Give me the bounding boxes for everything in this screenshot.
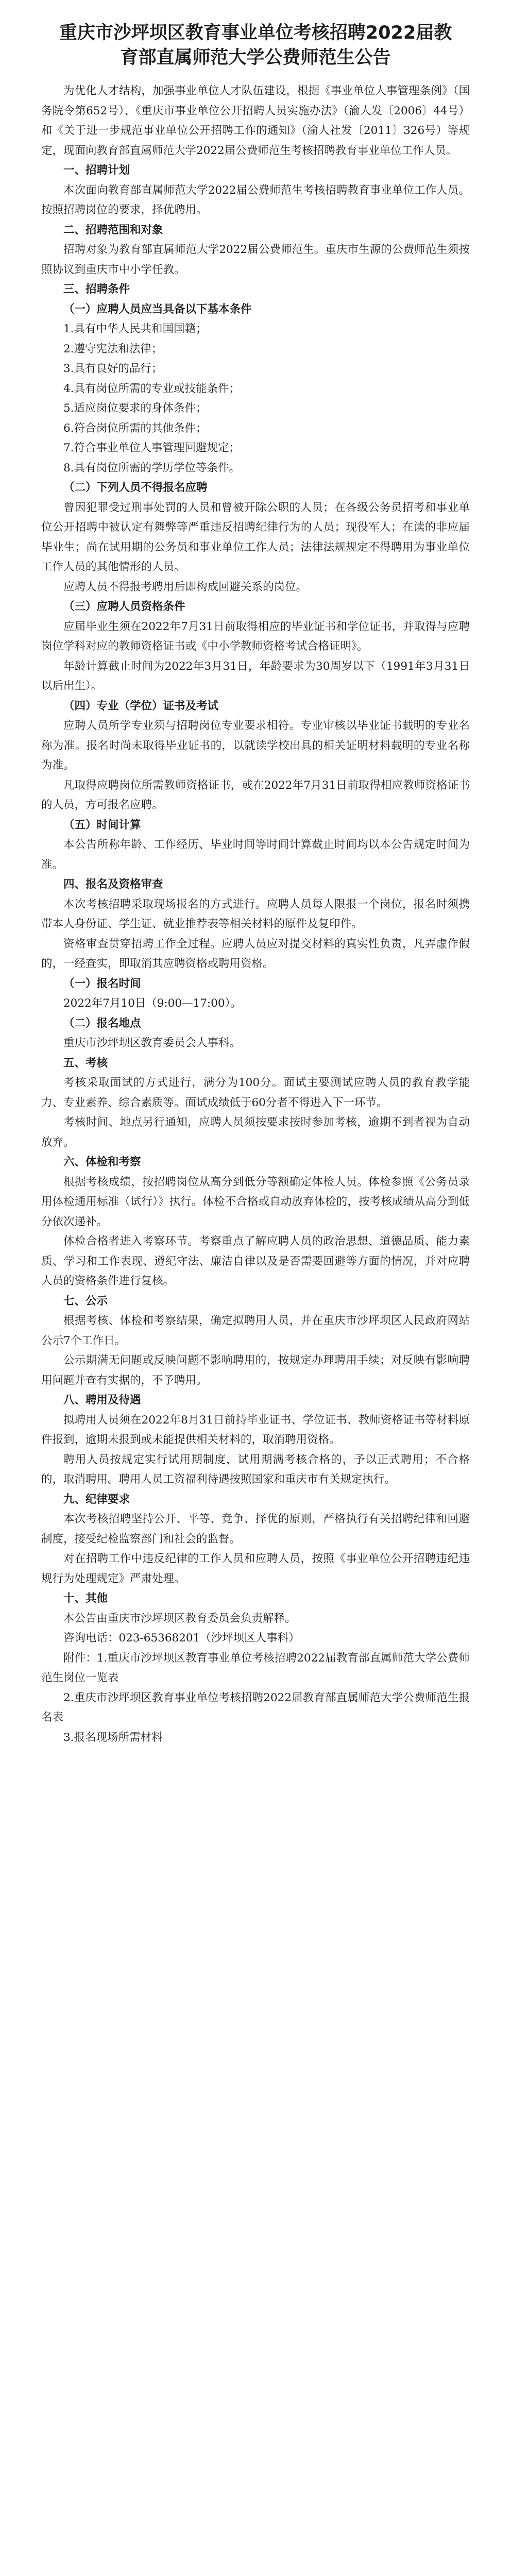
section-heading: 十、其他 <box>63 1592 108 1605</box>
section-heading: 五、考核 <box>63 1056 108 1070</box>
subsection-heading: （二）报名地点 <box>63 1016 141 1030</box>
body-paragraph: 应届毕业生须在2022年7月31日前取得相应的毕业证书和学位证书，并取得与应聘岗位学科对应的教师资格证书或《中小学教师资格考试合格证明》。 <box>41 620 470 653</box>
subsection-heading: （五）时间计算 <box>63 818 141 832</box>
body-paragraph: 附件：1.重庆市沙坪坝区教育事业单位考核招聘2022届教育部直属师范大学公费师范生岗位一览表 <box>41 1651 470 1684</box>
body-paragraph: 5.适应岗位要求的身体条件； <box>63 402 207 415</box>
body-paragraph: 咨询电话：023-65368201（沙坪坝区人事科） <box>63 1632 300 1645</box>
body-paragraph: 7.符合事业单位人事管理回避规定； <box>63 442 241 454</box>
body-paragraph: 根据考核成绩，按招聘岗位从高分到低分等额确定体检人员。体检参照《公务员录用体检通用标准（试行）》执行。体检不合格或自动放弃体检的，按考核成绩从高分到低分依次递补。 <box>41 1175 470 1228</box>
body-paragraph: 为优化人才结构，加强事业单位人才队伍建设，根据《事业单位人事管理条例》（国务院令第652号）、《重庆市事业单位公开招聘人员实施办法》（渝人发〔2006〕44号）和《关于进一步规范事业单位公开招聘工作的通知》（渝人社发〔2011〕326号）等规定，现面向教育部直属师范大学2022届公费师范生考核招聘教育事业单位工作人员。 <box>41 84 470 157</box>
body-paragraph: 本公告由重庆市沙坪坝区教育委员会负责解释。 <box>63 1612 296 1625</box>
body-paragraph: 1.具有中华人民共和国国籍； <box>63 323 207 335</box>
body-paragraph: 聘用人员按规定实行试用期制度，试用期满考核合格的，予以正式聘用；不合格的，取消聘用。聘用人员工资福利待遇按照国家和重庆市有关规定执行。 <box>41 1453 470 1486</box>
body-paragraph: 3.具有良好的品行； <box>63 362 163 375</box>
body-paragraph: 4.具有岗位所需的专业或技能条件； <box>63 382 241 395</box>
body-paragraph: 拟聘用人员须在2022年8月31日前持毕业证书、学位证书、教师资格证书等材料原件报到，逾期未报到或未能提供相关材料的，取消聘用资格。 <box>41 1413 470 1446</box>
body-paragraph: 年龄计算截止时间为2022年3月31日，年龄要求为30周岁以下（1991年3月31日以后出生）。 <box>41 659 470 692</box>
section-heading: 四、报名及资格审查 <box>63 878 163 891</box>
body-paragraph: 本次考核招聘坚持公开、平等、竞争、择优的原则，严格执行有关招聘纪律和回避制度，接受纪检监察部门和社会的监督。 <box>41 1513 470 1546</box>
body-paragraph: 资格审查贯穿招聘工作全过程。应聘人员应对提交材料的真实性负责，凡弄虚作假的，一经查实，即取消其应聘资格或聘用资格。 <box>41 937 470 970</box>
body-paragraph: 8.具有岗位所需的学历学位等条件。 <box>63 461 241 474</box>
section-heading: 六、体检和考察 <box>63 1156 141 1168</box>
body-paragraph: 根据考核、体检和考察结果，确定拟聘用人员，并在重庆市沙坪坝区人民政府网站公示7个工作日。 <box>41 1314 470 1347</box>
section-heading: 二、招聘范围和对象 <box>63 223 163 236</box>
body-paragraph: 6.符合岗位所需的其他条件； <box>63 421 207 435</box>
body-paragraph: 本公告所称年龄、工作经历、毕业时间等时间计算截止时间均以本公告规定时间为准。 <box>41 838 470 871</box>
section-heading: 一、招聘计划 <box>63 164 130 177</box>
body-paragraph: 应聘人员所学专业须与招聘岗位专业要求相符。专业审核以毕业证书载明的专业名称为准。报名时尚未取得毕业证书的，以就读学校出具的相关证明材料载明的专业名称为准。 <box>41 719 470 772</box>
body-paragraph: 曾因犯罪受过刑事处罚的人员和曾被开除公职的人员；在各级公务员招考和事业单位公开招聘中被认定有舞弊等严重违反招聘纪律行为的人员；现役军人；在读的非应届毕业生；尚在试用期的公务员和事业单位工作人员；法律法规规定不得聘用为事业单位工作人员的其他情形的人员。 <box>41 501 470 573</box>
subsection-heading: （三）应聘人员资格条件 <box>63 600 185 613</box>
body-paragraph: 考核采取面试的方式进行，满分为100分。面试主要测试应聘人员的教育教学能力、专业素养、综合素质等。面试成绩低于60分者不得进入下一环节。 <box>41 1076 470 1109</box>
section-heading: 九、纪律要求 <box>63 1493 130 1506</box>
body-paragraph: 2.重庆市沙坪坝区教育事业单位考核招聘2022届教育部直属师范大学公费师范生报名表 <box>41 1691 470 1724</box>
body-paragraph: 招聘对象为教育部直属师范大学2022届公费师范生。重庆市生源的公费师范生须按照协议到重庆市中小学任教。 <box>41 243 470 276</box>
subsection-heading: （四）专业（学位）证书及考试 <box>63 699 219 713</box>
body-paragraph: 重庆市沙坪坝区教育委员会人事科。 <box>63 1037 241 1049</box>
section-heading: 八、聘用及待遇 <box>63 1394 141 1406</box>
subsection-heading: （一）应聘人员应当具备以下基本条件 <box>63 302 252 316</box>
section-heading: 七、公示 <box>63 1294 108 1308</box>
body-paragraph: 本次考核招聘采取现场报名的方式进行。应聘人员每人限报一个岗位，报名时须携带本人身份证、学生证、就业推荐表等相关材料的原件及复印件。 <box>41 897 470 930</box>
subsection-heading: （一）报名时间 <box>63 977 141 990</box>
body-paragraph: 体检合格者进入考察环节。考察重点了解应聘人员的政治思想、道德品质、能力素质、学习和工作表现、遵纪守法、廉洁自律以及是否需要回避等方面的情况，并对应聘人员的资格条件进行复核。 <box>41 1235 470 1287</box>
section-heading: 三、招聘条件 <box>63 283 130 296</box>
body-paragraph: 凡取得应聘岗位所需教师资格证书，或在2022年7月31日前取得相应教师资格证书的人员，方可报名应聘。 <box>41 778 470 811</box>
body-paragraph: 3.报名现场所需材料 <box>63 1731 163 1744</box>
body-paragraph: 考核时间、地点另行通知，应聘人员须按要求按时参加考核，逾期不到者视为自动放弃。 <box>41 1116 470 1149</box>
page-title: 重庆市沙坪坝区教育事业单位考核招聘2022届教育部直属师范大学公费师范生公告 <box>59 23 452 68</box>
body-paragraph: 2.遵守宪法和法律； <box>63 342 163 355</box>
body-paragraph: 应聘人员不得报考聘用后即构成回避关系的岗位。 <box>63 580 308 594</box>
notice-body <box>41 81 470 1748</box>
body-paragraph: 2022年7月10日（9:00—17:00）。 <box>63 997 242 1010</box>
body-paragraph: 本次面向教育部直属师范大学2022届公费师范生考核招聘教育事业单位工作人员。按照招聘岗位的要求，择优聘用。 <box>41 183 470 216</box>
body-paragraph: 公示期满无问题或反映问题不影响聘用的，按规定办理聘用手续；对反映有影响聘用问题并查有实据的，不予聘用。 <box>41 1354 470 1387</box>
body-paragraph: 对在招聘工作中违反纪律的工作人员和应聘人员，按照《事业单位公开招聘违纪违规行为处理规定》严肃处理。 <box>41 1552 470 1585</box>
subsection-heading: （二）下列人员不得报名应聘 <box>63 481 208 494</box>
